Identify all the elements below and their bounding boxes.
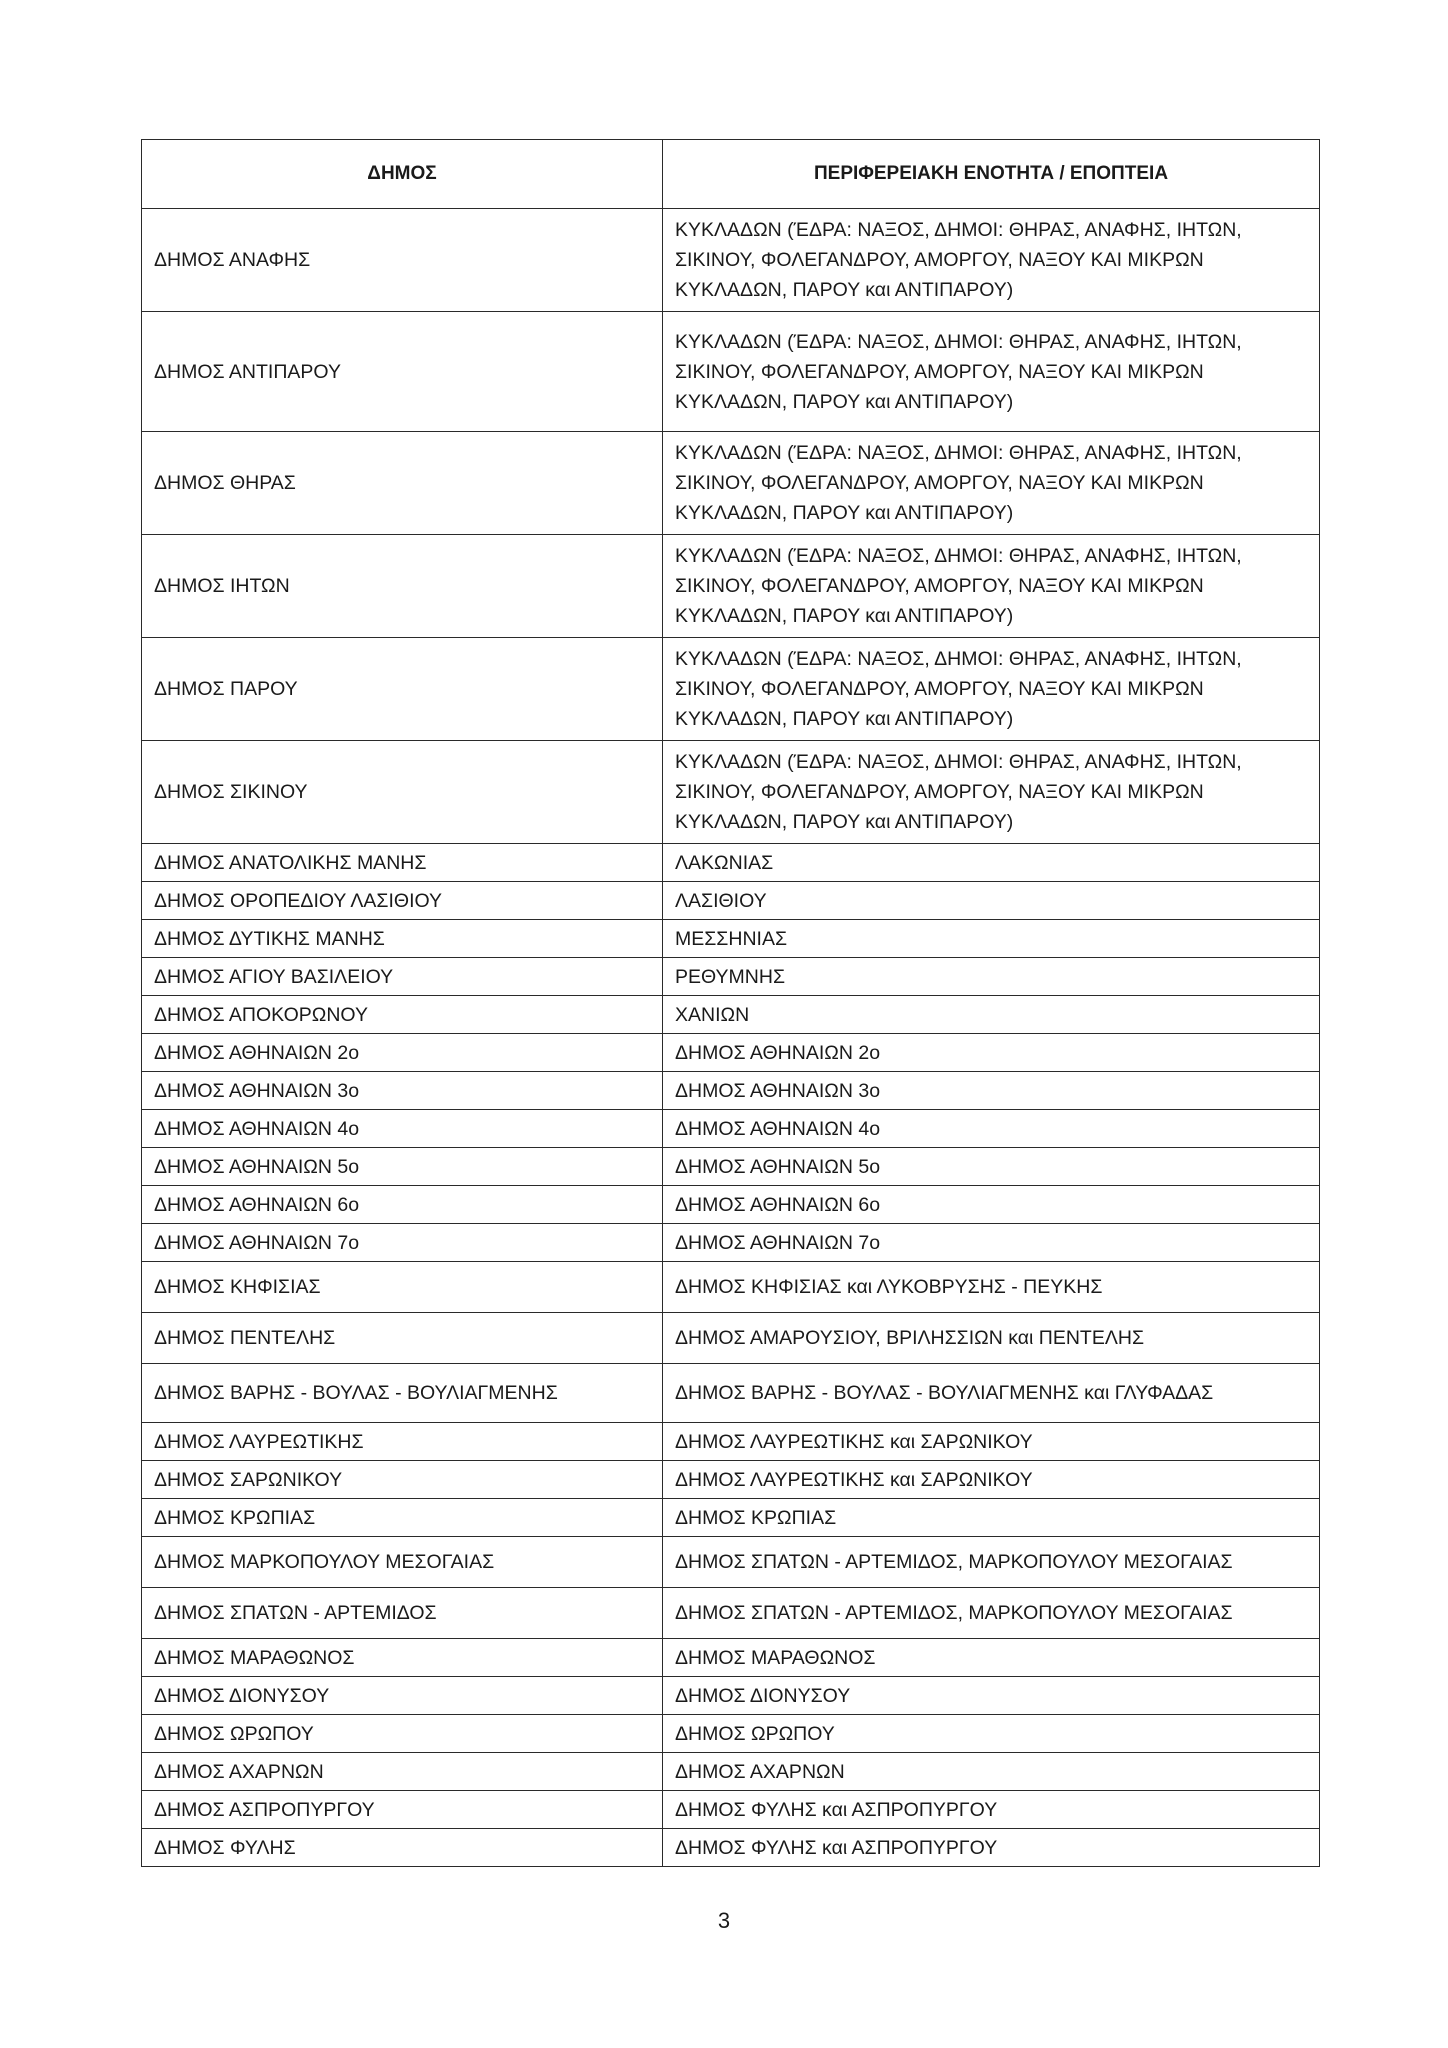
municipality-cell: ΔΗΜΟΣ ΩΡΩΠΟΥ [142, 1715, 663, 1753]
regional-unit-cell: ΔΗΜΟΣ ΑΘΗΝΑΙΩΝ 5ο [663, 1148, 1320, 1186]
municipality-cell: ΔΗΜΟΣ ΑΣΠΡΟΠΥΡΓΟΥ [142, 1791, 663, 1829]
municipality-cell: ΔΗΜΟΣ ΒΑΡΗΣ - ΒΟΥΛΑΣ - ΒΟΥΛΙΑΓΜΕΝΗΣ [142, 1364, 663, 1423]
municipality-cell: ΔΗΜΟΣ ΙΗΤΩΝ [142, 535, 663, 638]
table-row [142, 1224, 1320, 1262]
regional-unit-cell: ΚΥΚΛΑΔΩΝ (ΈΔΡΑ: ΝΑΞΟΣ, ΔΗΜΟΙ: ΘΗΡΑΣ, ΑΝΑΦΗΣ, ΙΗΤΩΝ, ΣΙΚΙΝΟΥ, ΦΟΛΕΓΑΝΔΡΟΥ, ΑΜΟΡΓΟΥ, ΝΑΞΟΥ ΚΑΙ ΜΙΚΡΩΝ ΚΥΚΛΑΔΩΝ, ΠΑΡΟΥ και ΑΝΤΙΠΑΡΟΥ) [663, 209, 1320, 312]
municipality-cell: ΔΗΜΟΣ ΑΘΗΝΑΙΩΝ 2ο [142, 1034, 663, 1072]
page-number: 3 [717, 1908, 731, 1933]
table-row [142, 958, 1320, 996]
table-row [142, 1262, 1320, 1313]
municipality-cell: ΔΗΜΟΣ ΑΓΙΟΥ ΒΑΣΙΛΕΙΟΥ [142, 958, 663, 996]
regional-unit-cell: ΡΕΘΥΜΝΗΣ [663, 958, 1320, 996]
regional-unit-cell: ΔΗΜΟΣ ΛΑΥΡΕΩΤΙΚΗΣ και ΣΑΡΩΝΙΚΟΥ [663, 1461, 1320, 1499]
table-row [142, 1364, 1320, 1423]
table-body [142, 209, 1320, 1867]
regional-unit-cell: ΚΥΚΛΑΔΩΝ (ΈΔΡΑ: ΝΑΞΟΣ, ΔΗΜΟΙ: ΘΗΡΑΣ, ΑΝΑΦΗΣ, ΙΗΤΩΝ, ΣΙΚΙΝΟΥ, ΦΟΛΕΓΑΝΔΡΟΥ, ΑΜΟΡΓΟΥ, ΝΑΞΟΥ ΚΑΙ ΜΙΚΡΩΝ ΚΥΚΛΑΔΩΝ, ΠΑΡΟΥ και ΑΝΤΙΠΑΡΟΥ) [663, 535, 1320, 638]
regional-unit-cell: ΔΗΜΟΣ ΦΥΛΗΣ και ΑΣΠΡΟΠΥΡΓΟΥ [663, 1791, 1320, 1829]
regional-unit-cell: ΛΑΣΙΘΙΟΥ [663, 882, 1320, 920]
table-row [142, 535, 1320, 638]
municipality-cell: ΔΗΜΟΣ ΚΡΩΠΙΑΣ [142, 1499, 663, 1537]
municipality-cell: ΔΗΜΟΣ ΑΘΗΝΑΙΩΝ 5ο [142, 1148, 663, 1186]
table-row [142, 1072, 1320, 1110]
regional-unit-cell: ΔΗΜΟΣ ΛΑΥΡΕΩΤΙΚΗΣ και ΣΑΡΩΝΙΚΟΥ [663, 1423, 1320, 1461]
municipality-cell: ΔΗΜΟΣ ΠΑΡΟΥ [142, 638, 663, 741]
table-row [142, 1034, 1320, 1072]
table-row [142, 312, 1320, 432]
regional-unit-cell: ΔΗΜΟΣ ΚΗΦΙΣΙΑΣ και ΛΥΚΟΒΡΥΣΗΣ - ΠΕΥΚΗΣ [663, 1262, 1320, 1313]
table-row [142, 1313, 1320, 1364]
municipality-cell: ΔΗΜΟΣ ΑΘΗΝΑΙΩΝ 6ο [142, 1186, 663, 1224]
table-row [142, 638, 1320, 741]
municipality-cell: ΔΗΜΟΣ ΑΝΑΤΟΛΙΚΗΣ ΜΑΝΗΣ [142, 844, 663, 882]
regional-unit-cell: ΔΗΜΟΣ ΑΘΗΝΑΙΩΝ 7ο [663, 1224, 1320, 1262]
table-row [142, 209, 1320, 312]
table-row [142, 1677, 1320, 1715]
municipality-cell: ΔΗΜΟΣ ΑΠΟΚΟΡΩΝΟΥ [142, 996, 663, 1034]
table-row [142, 1715, 1320, 1753]
municipality-cell: ΔΗΜΟΣ ΣΠΑΤΩΝ - ΑΡΤΕΜΙΔΟΣ [142, 1588, 663, 1639]
regional-unit-cell: ΔΗΜΟΣ ΑΘΗΝΑΙΩΝ 6ο [663, 1186, 1320, 1224]
regional-unit-cell: ΔΗΜΟΣ ΩΡΩΠΟΥ [663, 1715, 1320, 1753]
table-row [142, 1588, 1320, 1639]
regional-unit-cell: ΔΗΜΟΣ ΦΥΛΗΣ και ΑΣΠΡΟΠΥΡΓΟΥ [663, 1829, 1320, 1867]
table-row [142, 1639, 1320, 1677]
regional-unit-cell: ΚΥΚΛΑΔΩΝ (ΈΔΡΑ: ΝΑΞΟΣ, ΔΗΜΟΙ: ΘΗΡΑΣ, ΑΝΑΦΗΣ, ΙΗΤΩΝ, ΣΙΚΙΝΟΥ, ΦΟΛΕΓΑΝΔΡΟΥ, ΑΜΟΡΓΟΥ, ΝΑΞΟΥ ΚΑΙ ΜΙΚΡΩΝ ΚΥΚΛΑΔΩΝ, ΠΑΡΟΥ και ΑΝΤΙΠΑΡΟΥ) [663, 638, 1320, 741]
table-row [142, 1791, 1320, 1829]
table-row [142, 741, 1320, 844]
regional-unit-cell: ΔΗΜΟΣ ΑΧΑΡΝΩΝ [663, 1753, 1320, 1791]
regional-unit-cell: ΚΥΚΛΑΔΩΝ (ΈΔΡΑ: ΝΑΞΟΣ, ΔΗΜΟΙ: ΘΗΡΑΣ, ΑΝΑΦΗΣ, ΙΗΤΩΝ, ΣΙΚΙΝΟΥ, ΦΟΛΕΓΑΝΔΡΟΥ, ΑΜΟΡΓΟΥ, ΝΑΞΟΥ ΚΑΙ ΜΙΚΡΩΝ ΚΥΚΛΑΔΩΝ, ΠΑΡΟΥ και ΑΝΤΙΠΑΡΟΥ) [663, 312, 1320, 432]
table-row [142, 920, 1320, 958]
table-row [142, 1753, 1320, 1791]
regional-unit-cell: ΧΑΝΙΩΝ [663, 996, 1320, 1034]
municipality-cell: ΔΗΜΟΣ ΔΥΤΙΚΗΣ ΜΑΝΗΣ [142, 920, 663, 958]
table-row [142, 1110, 1320, 1148]
municipality-cell: ΔΗΜΟΣ ΔΙΟΝΥΣΟΥ [142, 1677, 663, 1715]
table-row [142, 1461, 1320, 1499]
table-row [142, 844, 1320, 882]
regional-unit-cell: ΔΗΜΟΣ ΒΑΡΗΣ - ΒΟΥΛΑΣ - ΒΟΥΛΙΑΓΜΕΝΗΣ και ΓΛΥΦΑΔΑΣ [663, 1364, 1320, 1423]
header-municipality: ΔΗΜΟΣ [142, 140, 663, 209]
municipality-cell: ΔΗΜΟΣ ΑΘΗΝΑΙΩΝ 3ο [142, 1072, 663, 1110]
regional-unit-cell: ΚΥΚΛΑΔΩΝ (ΈΔΡΑ: ΝΑΞΟΣ, ΔΗΜΟΙ: ΘΗΡΑΣ, ΑΝΑΦΗΣ, ΙΗΤΩΝ, ΣΙΚΙΝΟΥ, ΦΟΛΕΓΑΝΔΡΟΥ, ΑΜΟΡΓΟΥ, ΝΑΞΟΥ ΚΑΙ ΜΙΚΡΩΝ ΚΥΚΛΑΔΩΝ, ΠΑΡΟΥ και ΑΝΤΙΠΑΡΟΥ) [663, 432, 1320, 535]
municipality-cell: ΔΗΜΟΣ ΑΘΗΝΑΙΩΝ 7ο [142, 1224, 663, 1262]
regional-unit-cell: ΔΗΜΟΣ ΚΡΩΠΙΑΣ [663, 1499, 1320, 1537]
regional-unit-cell: ΜΕΣΣΗΝΙΑΣ [663, 920, 1320, 958]
regional-unit-cell: ΛΑΚΩΝΙΑΣ [663, 844, 1320, 882]
municipality-cell: ΔΗΜΟΣ ΦΥΛΗΣ [142, 1829, 663, 1867]
municipality-cell: ΔΗΜΟΣ ΠΕΝΤΕΛΗΣ [142, 1313, 663, 1364]
table-header-row [142, 140, 1320, 209]
municipality-cell: ΔΗΜΟΣ ΜΑΡΚΟΠΟΥΛΟΥ ΜΕΣΟΓΑΙΑΣ [142, 1537, 663, 1588]
table-row [142, 1829, 1320, 1867]
municipality-cell: ΔΗΜΟΣ ΑΝΑΦΗΣ [142, 209, 663, 312]
regional-unit-cell: ΔΗΜΟΣ ΑΘΗΝΑΙΩΝ 2ο [663, 1034, 1320, 1072]
municipality-cell: ΔΗΜΟΣ ΟΡΟΠΕΔΙΟΥ ΛΑΣΙΘΙΟΥ [142, 882, 663, 920]
table-row [142, 1148, 1320, 1186]
municipality-cell: ΔΗΜΟΣ ΛΑΥΡΕΩΤΙΚΗΣ [142, 1423, 663, 1461]
municipality-cell: ΔΗΜΟΣ ΘΗΡΑΣ [142, 432, 663, 535]
municipality-cell: ΔΗΜΟΣ ΣΑΡΩΝΙΚΟΥ [142, 1461, 663, 1499]
municipality-cell: ΔΗΜΟΣ ΜΑΡΑΘΩΝΟΣ [142, 1639, 663, 1677]
municipality-cell: ΔΗΜΟΣ ΣΙΚΙΝΟΥ [142, 741, 663, 844]
municipality-cell: ΔΗΜΟΣ ΑΝΤΙΠΑΡΟΥ [142, 312, 663, 432]
regional-unit-cell: ΚΥΚΛΑΔΩΝ (ΈΔΡΑ: ΝΑΞΟΣ, ΔΗΜΟΙ: ΘΗΡΑΣ, ΑΝΑΦΗΣ, ΙΗΤΩΝ, ΣΙΚΙΝΟΥ, ΦΟΛΕΓΑΝΔΡΟΥ, ΑΜΟΡΓΟΥ, ΝΑΞΟΥ ΚΑΙ ΜΙΚΡΩΝ ΚΥΚΛΑΔΩΝ, ΠΑΡΟΥ και ΑΝΤΙΠΑΡΟΥ) [663, 741, 1320, 844]
regional-unit-cell: ΔΗΜΟΣ ΔΙΟΝΥΣΟΥ [663, 1677, 1320, 1715]
table-row [142, 1537, 1320, 1588]
regional-unit-cell: ΔΗΜΟΣ ΑΜΑΡΟΥΣΙΟΥ, ΒΡΙΛΗΣΣΙΩΝ και ΠΕΝΤΕΛΗΣ [663, 1313, 1320, 1364]
table-row [142, 1423, 1320, 1461]
table-row [142, 882, 1320, 920]
regional-unit-cell: ΔΗΜΟΣ ΑΘΗΝΑΙΩΝ 3ο [663, 1072, 1320, 1110]
municipality-cell: ΔΗΜΟΣ ΑΘΗΝΑΙΩΝ 4ο [142, 1110, 663, 1148]
regional-unit-cell: ΔΗΜΟΣ ΣΠΑΤΩΝ - ΑΡΤΕΜΙΔΟΣ, ΜΑΡΚΟΠΟΥΛΟΥ ΜΕΣΟΓΑΙΑΣ [663, 1537, 1320, 1588]
municipality-cell: ΔΗΜΟΣ ΑΧΑΡΝΩΝ [142, 1753, 663, 1791]
regional-unit-cell: ΔΗΜΟΣ ΑΘΗΝΑΙΩΝ 4ο [663, 1110, 1320, 1148]
table-row [142, 996, 1320, 1034]
regional-unit-cell: ΔΗΜΟΣ ΜΑΡΑΘΩΝΟΣ [663, 1639, 1320, 1677]
municipality-cell: ΔΗΜΟΣ ΚΗΦΙΣΙΑΣ [142, 1262, 663, 1313]
header-regional-unit: ΠΕΡΙΦΕΡΕΙΑΚΗ ΕΝΟΤΗΤΑ / ΕΠΟΠΤΕΙΑ [663, 140, 1320, 209]
regional-unit-cell: ΔΗΜΟΣ ΣΠΑΤΩΝ - ΑΡΤΕΜΙΔΟΣ, ΜΑΡΚΟΠΟΥΛΟΥ ΜΕΣΟΓΑΙΑΣ [663, 1588, 1320, 1639]
municipality-table [141, 139, 1320, 1867]
table-row [142, 1186, 1320, 1224]
table-row [142, 1499, 1320, 1537]
table-row [142, 432, 1320, 535]
